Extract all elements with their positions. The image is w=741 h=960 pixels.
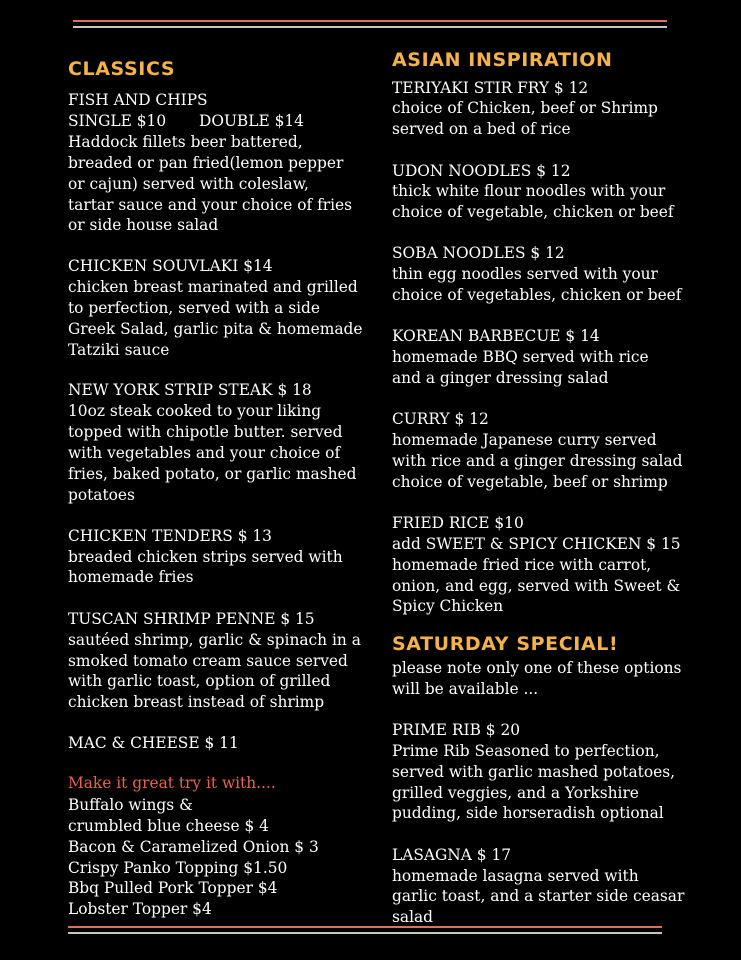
fish-double-price: DOUBLE $14: [199, 112, 304, 130]
soba-title: SOBA NOODLES $ 12: [392, 244, 565, 262]
fish-desc: or side house salad: [68, 216, 219, 234]
fish-desc: Haddock fillets beer battered,: [68, 133, 303, 151]
addon-item: Crispy Panko Topping $1.50: [68, 859, 288, 877]
souvlaki-desc: Greek Salad, garlic pita & homemade: [68, 320, 363, 338]
fish-desc: or cajun) served with coleslaw,: [68, 175, 309, 193]
prime-desc: served with garlic mashed potatoes,: [392, 763, 675, 781]
saturday-heading: SATURDAY SPECIAL!: [392, 633, 619, 655]
soba-desc: choice of vegetables, chicken or beef: [392, 286, 682, 304]
mac-title: MAC & CHEESE $ 11: [68, 734, 239, 752]
lasagna-desc: salad: [392, 908, 434, 926]
addon-item: Bacon & Caramelized Onion $ 3: [68, 838, 319, 856]
rice-desc: homemade fried rice with carrot,: [392, 556, 652, 574]
steak-desc: topped with chipotle butter. served: [68, 423, 343, 441]
steak-desc: with vegetables and your choice of: [68, 444, 341, 462]
souvlaki-desc: to perfection, served with a side: [68, 299, 320, 317]
fish-title: FISH AND CHIPS: [68, 91, 208, 109]
lasagna-title: LASAGNA $ 17: [392, 846, 512, 864]
prime-title: PRIME RIB $ 20: [392, 721, 521, 739]
tenders-desc: homemade fries: [68, 568, 194, 586]
korean-title: KOREAN BARBECUE $ 14: [392, 327, 600, 345]
korean-desc: and a ginger dressing salad: [392, 369, 609, 387]
rice-desc: add SWEET & SPICY CHICKEN $ 15: [392, 535, 681, 553]
rice-desc: Spicy Chicken: [392, 597, 504, 615]
lasagna-desc: homemade lasagna served with: [392, 867, 639, 885]
steak-desc: potatoes: [68, 486, 135, 504]
penne-desc: with garlic toast, option of grilled: [68, 672, 331, 690]
tenders-title: CHICKEN TENDERS $ 13: [68, 527, 272, 545]
steak-title: NEW YORK STRIP STEAK $ 18: [68, 381, 312, 399]
curry-desc: choice of vegetable, beef or shrimp: [392, 473, 668, 491]
classics-heading: CLASSICS: [68, 58, 176, 80]
korean-desc: homemade BBQ served with rice: [392, 348, 649, 366]
rice-desc: onion, and egg, served with Sweet &: [392, 577, 681, 595]
udon-desc: thick white flour noodles with your: [392, 182, 666, 200]
penne-desc: smoked tomato cream sauce served: [68, 652, 348, 670]
curry-desc: homemade Japanese curry served: [392, 431, 657, 449]
curry-title: CURRY $ 12: [392, 410, 489, 428]
fish-desc: breaded or pan fried(lemon pepper: [68, 154, 344, 172]
lasagna-desc: garlic toast, and a starter side ceasar: [392, 887, 685, 905]
addon-item: crumbled blue cheese $ 4: [68, 817, 269, 835]
prime-desc: pudding, side horseradish optional: [392, 804, 664, 822]
penne-desc: sautéed shrimp, garlic & spinach in a: [68, 631, 361, 649]
udon-desc: choice of vegetable, chicken or beef: [392, 203, 674, 221]
saturday-note: will be available ...: [392, 680, 539, 698]
asian-heading: ASIAN INSPIRATION: [392, 49, 613, 71]
rice-title: FRIED RICE $10: [392, 514, 524, 532]
soba-desc: thin egg noodles served with your: [392, 265, 658, 283]
addons-title: Make it great try it with....: [68, 774, 276, 792]
addon-item: Buffalo wings &: [68, 796, 193, 814]
addon-item: Lobster Topper $4: [68, 900, 212, 918]
souvlaki-title: CHICKEN SOUVLAKI $14: [68, 257, 273, 275]
prime-desc: Prime Rib Seasoned to perfection,: [392, 742, 660, 760]
souvlaki-desc: chicken breast marinated and grilled: [68, 278, 358, 296]
penne-title: TUSCAN SHRIMP PENNE $ 15: [68, 610, 315, 628]
addon-item: Bbq Pulled Pork Topper $4: [68, 879, 278, 897]
prime-desc: grilled veggies, and a Yorkshire: [392, 784, 639, 802]
steak-desc: 10oz steak cooked to your liking: [68, 402, 322, 420]
fish-single-price: SINGLE $10: [68, 112, 167, 130]
souvlaki-desc: Tatziki sauce: [68, 341, 170, 359]
teriyaki-desc: choice of Chicken, beef or Shrimp: [392, 99, 658, 117]
saturday-note: please note only one of these options: [392, 659, 682, 677]
fish-desc: tartar sauce and your choice of fries: [68, 196, 353, 214]
teriyaki-title: TERIYAKI STIR FRY $ 12: [392, 79, 589, 97]
udon-title: UDON NOODLES $ 12: [392, 162, 571, 180]
teriyaki-desc: served on a bed of rice: [392, 120, 571, 138]
tenders-desc: breaded chicken strips served with: [68, 548, 343, 566]
curry-desc: with rice and a ginger dressing salad: [392, 452, 683, 470]
steak-desc: fries, baked potato, or garlic mashed: [68, 465, 357, 483]
penne-desc: chicken breast instead of shrimp: [68, 693, 325, 711]
